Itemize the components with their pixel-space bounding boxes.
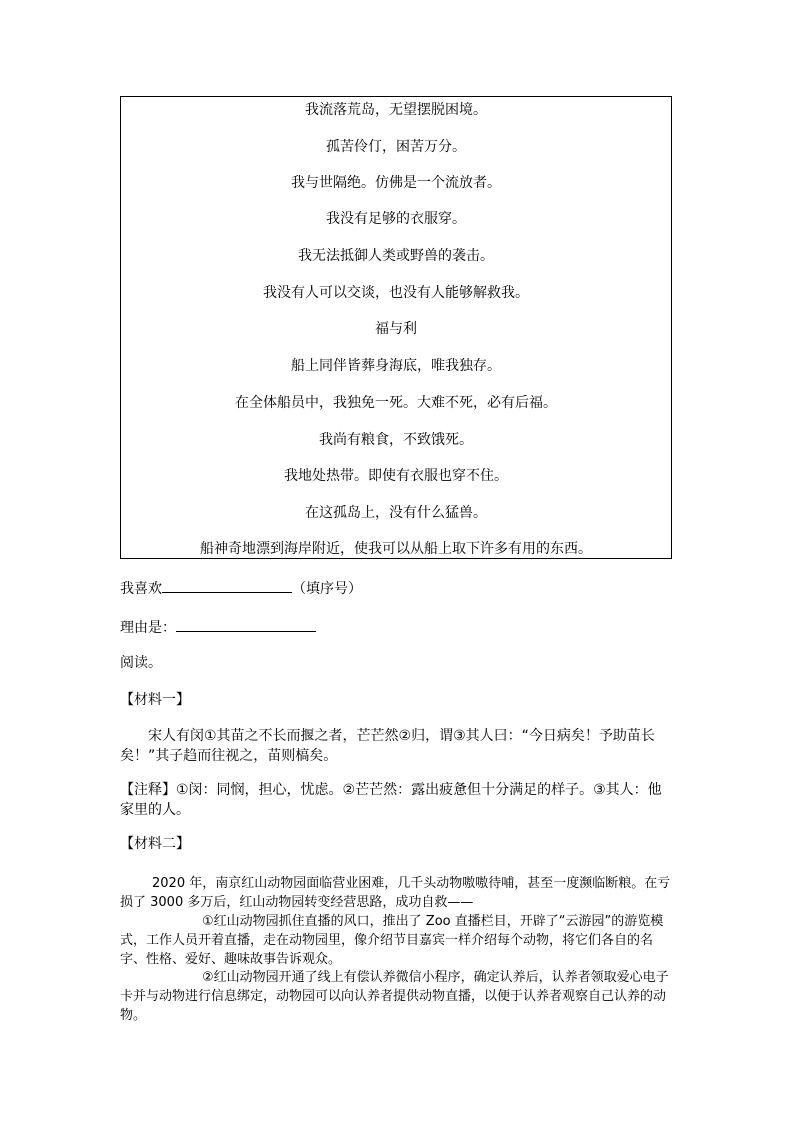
box-line: 我无法抵御人类或野兽的袭击。 bbox=[298, 248, 494, 264]
box-heading: 福与利 bbox=[375, 321, 417, 337]
poem-box bbox=[120, 96, 672, 559]
box-line: 孤苦伶仃，困苦万分。 bbox=[326, 139, 466, 155]
box-line: 我尚有粮食，不致饿死。 bbox=[319, 432, 473, 448]
like-blank[interactable] bbox=[162, 578, 292, 593]
material1-heading: 【材料一】 bbox=[120, 692, 190, 708]
reason-question bbox=[120, 617, 680, 638]
material1-note: 【注释】①闵：同悯，担心，忧虑。②芒芒然：露出疲惫但十分满足的样子。③其人：他家里的人。 bbox=[120, 782, 662, 818]
material2-para1: 2020 年，南京红山动物园面临营业困难，几千头动物嗷嗷待哺，甚至一度濒临断粮。在亏损了 3000 多万后，红山动物园转变经营思路，成功自救—— bbox=[120, 876, 671, 910]
reason-blank[interactable] bbox=[176, 617, 316, 632]
like-suffix: （填序号） bbox=[292, 581, 362, 597]
material2-para2: ①红山动物园抓住直播的风口，推出了 Zoo 直播栏目，开辟了“云游园”的游览模式，工作人员开着直播，走在动物园里，像介绍节目嘉宾一样介绍每个动物，将它们各自的名字、性格、爱好、趣味故事告诉观众。 bbox=[120, 914, 664, 967]
box-line: 我地处热带。即使有衣服也穿不住。 bbox=[284, 468, 508, 484]
like-prefix: 我喜欢 bbox=[120, 581, 162, 597]
material2-heading: 【材料二】 bbox=[120, 836, 190, 852]
box-line: 船神奇地漂到海岸附近，使我可以从船上取下许多有用的东西。 bbox=[200, 541, 592, 557]
material1-text: 宋人有闵①其苗之不长而揠之者，芒芒然②归，谓③其人曰：“今日病矣！予助苗长矣！”其子趋而往视之，苗则槁矣。 bbox=[120, 728, 655, 764]
box-line: 在全体船员中，我独免一死。大难不死，必有后福。 bbox=[235, 395, 557, 411]
reason-prefix: 理由是： bbox=[120, 620, 176, 636]
box-line: 船上同伴皆葬身海底，唯我独存。 bbox=[291, 358, 501, 374]
box-line: 我没有人可以交谈，也没有人能够解救我。 bbox=[263, 285, 529, 301]
read-label: 阅读。 bbox=[120, 655, 162, 671]
material2-para3: ②红山动物园开通了线上有偿认养微信小程序，确定认养后，认养者领取爱心电子卡并与动物进行信息绑定，动物园可以向认养者提供动物直播，以便于认养者观察自己认养的动物。 bbox=[120, 970, 669, 1023]
box-line: 我与世隔绝。仿佛是一个流放者。 bbox=[291, 175, 501, 191]
box-line: 我流落荒岛，无望摆脱困境。 bbox=[305, 102, 487, 118]
box-line: 在这孤岛上，没有什么猛兽。 bbox=[305, 505, 487, 521]
box-line: 我没有足够的衣服穿。 bbox=[326, 211, 466, 227]
like-question bbox=[120, 578, 680, 599]
